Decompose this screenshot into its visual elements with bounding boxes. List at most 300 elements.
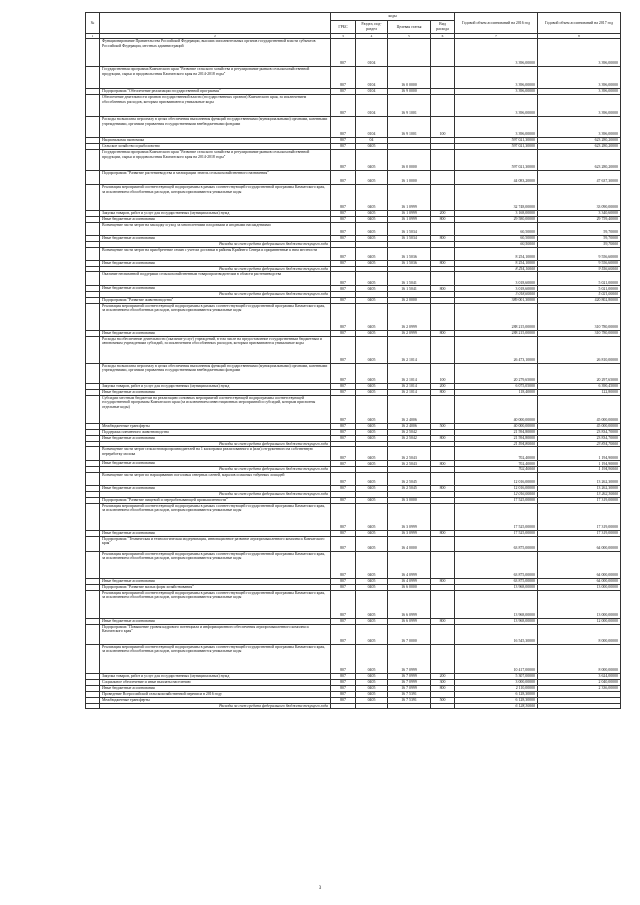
value-2017: 3 340,60000 (538, 211, 621, 217)
value-2016: 288 215,00000 (455, 330, 538, 336)
grbs-cell: 807 (331, 303, 356, 330)
value-2016: 3 396,00000 (455, 67, 538, 89)
value-2016: 8 254,10000 (455, 260, 538, 266)
row-name: Возмещение части затрат на закладку и уход за многолетними плодовыми и ягодными насаждениями (100, 223, 331, 236)
grbs-cell: 807 (331, 211, 356, 217)
row-name: Реализация мероприятий соответствующей подпрограммы в рамках соответствующей государственной программы Камчатского края, за исключением обособленных расходов, которым присваиваются уникальные коды (100, 303, 331, 330)
grbs-cell: 807 (331, 697, 356, 703)
target-cell: 16 7 0999 (388, 673, 431, 679)
table-row (86, 395, 621, 423)
value-2017: 20 297,65000 (538, 363, 621, 383)
row-name: Иные бюджетные ассигнования (100, 217, 331, 223)
grbs-cell: 807 (331, 472, 356, 485)
value-2017: 310 780,00000 (538, 330, 621, 336)
grbs-cell: 807 (331, 691, 356, 697)
razdel-cell: 0405 (356, 171, 388, 185)
no-cell (86, 624, 100, 644)
razdel-cell: 0405 (356, 429, 388, 435)
value-2016: 6 075,05000 (455, 383, 538, 389)
grbs-cell: 807 (331, 485, 356, 491)
razdel-cell: 0405 (356, 435, 388, 441)
vid-cell: 800 (431, 530, 455, 536)
vid-cell (431, 536, 455, 551)
grbs-cell: 807 (331, 461, 356, 467)
table-row (86, 303, 621, 330)
value-2017: 59,70000 (538, 242, 621, 248)
value-2016: 389 001,30000 (455, 297, 538, 303)
col-number: 8 (538, 34, 621, 39)
row-name: Иные бюджетные ассигнования (100, 389, 331, 395)
razdel-cell: 0104 (356, 67, 388, 89)
grbs-cell: 807 (331, 624, 356, 644)
razdel-cell: 0405 (356, 644, 388, 673)
value-2016: 29 580,00000 (455, 217, 538, 223)
row-name: Расходы за счет средств федерального бюджета текущего года (100, 441, 331, 447)
grbs-cell: 807 (331, 644, 356, 673)
value-2017: 8 000,00000 (538, 624, 621, 644)
target-cell: 16 2 5042 (388, 429, 431, 435)
target-cell: 16 7 0000 (388, 624, 431, 644)
row-name: Реализация мероприятий соответствующей подпрограммы в рамках соответствующей государственной программы Камчатского края, за исключением обособленных расходов, которым присваиваются уникальные коды (100, 503, 331, 530)
value-2016: 10 417,00000 (455, 644, 538, 673)
table-row (86, 171, 621, 185)
no-cell (86, 336, 100, 363)
row-name: Межбюджетные трансферты (100, 697, 331, 703)
grbs-cell: 807 (331, 171, 356, 185)
grbs-header: ГРБС (331, 21, 356, 34)
row-name: Иные бюджетные ассигнования (100, 530, 331, 536)
razdel-cell: 0405 (356, 578, 388, 584)
row-name: Реализация мероприятий соответствующей подпрограммы в рамках соответствующей государственной программы Камчатского края, за исключением обособленных расходов, которым присваиваются уникальные коды (100, 644, 331, 673)
grbs-cell: 807 (331, 503, 356, 530)
row-name: Расходы за счет средств федерального бюджета текущего года (100, 703, 331, 709)
value-2017: 23 834,70000 (538, 441, 621, 447)
col-2016-header: Годовой объем ассигнований на 2016 год (455, 13, 538, 34)
value-2017: 64 000,00000 (538, 578, 621, 584)
value-2017: 2 040,00000 (538, 679, 621, 685)
row-name: Иные бюджетные ассигнования (100, 618, 331, 624)
value-2016: 17 525,00000 (455, 497, 538, 503)
vid-cell: 800 (431, 286, 455, 292)
row-name: Сельское хозяйство и рыболовство (100, 144, 331, 150)
vid-cell (431, 551, 455, 578)
table-row (86, 272, 621, 286)
razdel-cell: 0405 (356, 423, 388, 429)
value-2016: 6 128,30000 (455, 691, 538, 697)
grbs-cell: 807 (331, 260, 356, 266)
razdel-cell: 0104 (356, 117, 388, 138)
value-2016: 16 545,30000 (455, 624, 538, 644)
value-2017: 623 280,20000 (538, 150, 621, 171)
no-cell (86, 223, 100, 236)
value-2017: 3 396,00000 (538, 95, 621, 117)
vid-cell: 200 (431, 673, 455, 679)
value-2017: 45 000,00000 (538, 395, 621, 423)
value-2016: 702,40000 (455, 467, 538, 473)
no-cell (86, 303, 100, 330)
table-row (86, 536, 621, 551)
row-name: Подпрограмма "Обеспечение реализации государственной программы" (100, 89, 331, 95)
vid-cell (431, 185, 455, 211)
target-cell: 16 6 0999 (388, 590, 431, 618)
razdel-cell: 0405 (356, 530, 388, 536)
value-2016: 17 525,00000 (455, 503, 538, 530)
no-cell (86, 39, 100, 67)
grbs-cell: 807 (331, 536, 356, 551)
value-2016: 21 594,80000 (455, 441, 538, 447)
razdel-cell: 0405 (356, 590, 388, 618)
value-2017: 5 021,00000 (538, 286, 621, 292)
vid-cell: 800 (431, 461, 455, 467)
value-2016: 702,40000 (455, 447, 538, 461)
value-2016: 3 396,00000 (455, 117, 538, 138)
value-2017: 623 280,20000 (538, 144, 621, 150)
table-row (86, 223, 621, 236)
value-2016: 702,40000 (455, 461, 538, 467)
razdel-cell: 0405 (356, 697, 388, 703)
target-cell: 16 1 5036 (388, 260, 431, 266)
value-2017: 310 780,00000 (538, 303, 621, 330)
value-2017: 9 556,60000 (538, 266, 621, 272)
grbs-cell: 807 (331, 247, 356, 260)
table-row (86, 590, 621, 618)
row-name: Закупка товаров, работ и услуг для государственных (муниципальных) нужд (100, 673, 331, 679)
row-name: Иные бюджетные ассигнования (100, 330, 331, 336)
razdel-cell: 0405 (356, 551, 388, 578)
col-number: 1 (86, 34, 100, 39)
value-2016: 17 525,00000 (455, 530, 538, 536)
target-cell: 16 1 5034 (388, 236, 431, 242)
razdel-cell: 0104 (356, 39, 388, 67)
value-2016: 44 083,20000 (455, 171, 538, 185)
value-2017: 13 262,30000 (538, 485, 621, 491)
col-number: 6 (431, 34, 455, 39)
row-name: Национальная экономика (100, 138, 331, 144)
vid-cell: 500 (431, 697, 455, 703)
target-cell: 16 6 0999 (388, 618, 431, 624)
row-name: Иные бюджетные ассигнования (100, 485, 331, 491)
row-name: Иные бюджетные ассигнования (100, 236, 331, 242)
value-2017: 13 262,30000 (538, 472, 621, 485)
table-row (86, 363, 621, 383)
table-body (86, 39, 621, 709)
no-cell (86, 272, 100, 286)
target-cell: 16 2 5042 (388, 435, 431, 441)
value-2016: 12 016,00000 (455, 472, 538, 485)
target-cell: 16 1 5041 (388, 272, 431, 286)
grbs-cell: 807 (331, 117, 356, 138)
target-cell: 16 2 5043 (388, 461, 431, 467)
vid-cell (431, 395, 455, 423)
row-name: Расходы на обеспечение деятельности (оказание услуг) учреждений, в том числе на предоставление государственным бюджетным и автономным учреждениям субсидий, за исключением обособленных расходов, которым присваиваются уникальные коды (100, 336, 331, 363)
value-2017: 29 759,40000 (538, 217, 621, 223)
target-cell: 16 2 4006 (388, 423, 431, 429)
row-name: Социальное обеспечение и иные выплаты населению (100, 679, 331, 685)
value-2016: 3 018,60000 (455, 272, 538, 286)
vid-cell (431, 644, 455, 673)
razdel-cell: 0405 (356, 584, 388, 590)
grbs-cell: 807 (331, 423, 356, 429)
target-cell (388, 39, 431, 67)
table-row (86, 95, 621, 117)
vid-cell: 800 (431, 578, 455, 584)
value-2016: 118,40000 (455, 389, 538, 395)
no-cell (86, 67, 100, 89)
grbs-cell: 807 (331, 429, 356, 435)
table-row (86, 447, 621, 461)
vid-cell: 800 (431, 217, 455, 223)
target-cell: 16 1 0000 (388, 171, 431, 185)
target-cell: 16 7 0999 (388, 679, 431, 685)
page-number: 3 (318, 886, 322, 891)
razdel-cell: 0405 (356, 150, 388, 171)
grbs-cell: 807 (331, 383, 356, 389)
no-cell (86, 247, 100, 260)
razdel-cell: 0405 (356, 389, 388, 395)
col-name-header (100, 13, 331, 34)
value-2016: 3 396,00000 (455, 89, 538, 95)
row-name: Закупка товаров, работ и услуг для государственных (муниципальных) нужд (100, 383, 331, 389)
target-cell: 16 2 0000 (388, 297, 431, 303)
table-row (86, 117, 621, 138)
row-name: Возмещение части затрат сельхозтоваропроизводителей на 1 килограмм реализованного и (или) отгруженного на собственную переработку молока (100, 447, 331, 461)
grbs-cell: 807 (331, 297, 356, 303)
vid-cell: 500 (431, 423, 455, 429)
target-cell: 16 0 0000 (388, 150, 431, 171)
grbs-cell: 807 (331, 67, 356, 89)
target-cell: 16 7 5391 (388, 691, 431, 697)
razdel-cell: 0405 (356, 144, 388, 150)
razdel-cell: 0405 (356, 303, 388, 330)
vid-cell (431, 624, 455, 644)
value-2016: 6 128,30000 (455, 703, 538, 709)
grbs-cell: 807 (331, 584, 356, 590)
value-2016: 12 016,00000 (455, 491, 538, 497)
vid-cell: 800 (431, 685, 455, 691)
razdel-cell: 0405 (356, 624, 388, 644)
value-2016: 60,50000 (455, 242, 538, 248)
razdel-header: Раздел, под-раздел (356, 21, 388, 34)
budget-table (85, 12, 621, 709)
grbs-cell: 807 (331, 363, 356, 383)
grbs-cell: 807 (331, 389, 356, 395)
grbs-cell: 807 (331, 95, 356, 117)
grbs-cell: 807 (331, 144, 356, 150)
razdel-cell: 0405 (356, 330, 388, 336)
codes-header: коды (331, 13, 455, 21)
vid-cell (431, 303, 455, 330)
razdel-cell: 0405 (356, 447, 388, 461)
table-row (86, 336, 621, 363)
target-cell: 16 2 1014 (388, 383, 431, 389)
row-name: Расходы за счет средств федерального бюджета текущего года (100, 242, 331, 248)
target-header: Целевая статья (388, 21, 431, 34)
no-cell (86, 703, 100, 709)
value-2017: 2 336,00000 (538, 685, 621, 691)
razdel-cell: 0405 (356, 272, 388, 286)
value-2016: 60,50000 (455, 223, 538, 236)
value-2016: 3 018,60000 (455, 292, 538, 298)
no-cell (86, 472, 100, 485)
row-name: Возмещение части затрат на приобретение семян с учетом доставки в районы Крайнего Севера и приравненные к ним местности (100, 247, 331, 260)
grbs-cell (331, 703, 356, 709)
row-name: Иные бюджетные ассигнования (100, 685, 331, 691)
value-2016: 40 000,00000 (455, 395, 538, 423)
value-2016: 32 748,00000 (455, 185, 538, 211)
vid-cell: 300 (431, 679, 455, 685)
razdel-cell: 0405 (356, 485, 388, 491)
value-2016: 5 307,00000 (455, 673, 538, 679)
row-name: Государственная программа Камчатского края "Развитие сельского хозяйства и регулирование рынков сельскохозяйственной продукции, сырья и продовольствия Камчатского края на 2014-2018 годы" (100, 150, 331, 171)
value-2017: 13 262,30000 (538, 491, 621, 497)
row-name: Проведение Всероссийской сельскохозяйственной переписи в 2016 году (100, 691, 331, 697)
razdel-cell: 0405 (356, 185, 388, 211)
value-2017: 3 396,00000 (538, 89, 621, 95)
value-2016: 3 396,00000 (455, 95, 538, 117)
razdel-cell: 0405 (356, 685, 388, 691)
vid-cell (431, 503, 455, 530)
grbs-cell: 807 (331, 497, 356, 503)
row-name: Подпрограмма "Развитие малых форм хозяйствования" (100, 584, 331, 590)
razdel-cell: 0405 (356, 497, 388, 503)
target-cell: 16 2 5045 (388, 485, 431, 491)
vid-cell (431, 590, 455, 618)
table-row (86, 624, 621, 644)
row-name: Подпрограмма "Техническая и технологическая модернизация, инновационное развитие агропромышленного комплекса Камчатского края" (100, 536, 331, 551)
row-name: Государственная программа Камчатского края "Развитие сельского хозяйства и регулирование рынков сельскохозяйственной продукции, сырья и продовольствия Камчатского края на 2014-2018 годы" (100, 67, 331, 89)
row-name: Расходы за счет средств федерального бюджета текущего года (100, 467, 331, 473)
no-cell (86, 551, 100, 578)
razdel-cell: 0405 (356, 461, 388, 467)
vid-cell: 200 (431, 211, 455, 217)
row-name: Расходы за счет средств федерального бюджета текущего года (100, 292, 331, 298)
value-2016: 3 018,60000 (455, 286, 538, 292)
value-2017: 623 280,20000 (538, 138, 621, 144)
target-cell: 16 2 0999 (388, 330, 431, 336)
vid-cell (431, 472, 455, 485)
vid-cell (431, 223, 455, 236)
value-2017: 3 396,00000 (538, 117, 621, 138)
row-name: Межбюджетные трансферты (100, 423, 331, 429)
row-name: Оказание несвязанной поддержки сельскохозяйственным товаропроизводителям в области растениеводства (100, 272, 331, 286)
target-cell: 16 3 0999 (388, 530, 431, 536)
target-cell (388, 703, 431, 709)
no-cell (86, 150, 100, 171)
razdel-cell: 0405 (356, 363, 388, 383)
grbs-cell: 807 (331, 223, 356, 236)
target-cell: 16 1 5034 (388, 223, 431, 236)
razdel-cell: 0405 (356, 336, 388, 363)
grbs-cell: 807 (331, 217, 356, 223)
no-cell (86, 590, 100, 618)
row-name: Подпрограмма "Повышение уровня кадрового потенциала и информационного обеспечения агропромышленного комплекса Камчатского края" (100, 624, 331, 644)
value-2017 (538, 703, 621, 709)
value-2017: 33 090,00000 (538, 185, 621, 211)
grbs-cell: 807 (331, 685, 356, 691)
row-name: Иные бюджетные ассигнования (100, 461, 331, 467)
row-name: Функционирование Правительства Российской Федерации, высших исполнительных органов государственной власти субъектов Российской Федерации, местных администраций (100, 39, 331, 67)
grbs-cell: 807 (331, 286, 356, 292)
target-cell: 16 4 0000 (388, 536, 431, 551)
grbs-cell: 807 (331, 150, 356, 171)
row-name: Расходы за счет средств федерального бюджета текущего года (100, 491, 331, 497)
razdel-cell: 0405 (356, 217, 388, 223)
no-cell (86, 503, 100, 530)
vid-cell (431, 171, 455, 185)
no-cell (86, 95, 100, 117)
razdel-cell: 0405 (356, 395, 388, 423)
razdel-cell (356, 703, 388, 709)
row-name: Иные бюджетные ассигнования (100, 435, 331, 441)
value-2016: 6 128,30000 (455, 697, 538, 703)
col-number: 5 (388, 34, 431, 39)
table-row (86, 39, 621, 67)
vid-cell (431, 95, 455, 117)
row-name: Расходы за счет средств федерального бюджета текущего года (100, 266, 331, 272)
vid-cell (431, 39, 455, 67)
table-row (86, 551, 621, 578)
value-2017: 64 000,00000 (538, 551, 621, 578)
row-name: Поддержка племенного животноводства (100, 429, 331, 435)
target-cell: 16 9 1001 (388, 117, 431, 138)
grbs-cell: 807 (331, 330, 356, 336)
no-cell (86, 171, 100, 185)
value-2016: 60,50000 (455, 236, 538, 242)
row-name: Реализация мероприятий соответствующей подпрограммы в рамках соответствующей государственной программы Камчатского края, за исключением обособленных расходов, которым присваиваются уникальные коды (100, 551, 331, 578)
vid-cell: 800 (431, 485, 455, 491)
col-number: 4 (356, 34, 388, 39)
razdel-cell: 0405 (356, 503, 388, 530)
value-2016: 597 021,30000 (455, 144, 538, 150)
vid-cell (431, 336, 455, 363)
vid-cell (431, 67, 455, 89)
grbs-cell: 807 (331, 618, 356, 624)
razdel-cell: 0405 (356, 247, 388, 260)
federal-note-row (86, 703, 621, 709)
value-2017: 17 319,00000 (538, 530, 621, 536)
vid-cell: 800 (431, 236, 455, 242)
target-cell: 16 2 1014 (388, 363, 431, 383)
value-2016: 3 000,00000 (455, 679, 538, 685)
no-cell (86, 185, 100, 211)
value-2016: 63 875,00000 (455, 536, 538, 551)
value-2016: 288 215,00000 (455, 303, 538, 330)
value-2017: 1 194,90000 (538, 467, 621, 473)
table-row (86, 247, 621, 260)
grbs-cell: 807 (331, 185, 356, 211)
razdel-cell: 0405 (356, 383, 388, 389)
value-2017: 3 396,00000 (538, 67, 621, 89)
grbs-cell: 807 (331, 551, 356, 578)
vid-cell: 800 (431, 435, 455, 441)
vid-cell (431, 150, 455, 171)
no-cell (86, 117, 100, 138)
target-cell: 16 0 0000 (388, 67, 431, 89)
razdel-cell: 0405 (356, 536, 388, 551)
value-2017: 45 000,00000 (538, 423, 621, 429)
razdel-cell: 0405 (356, 211, 388, 217)
row-name: Закупка товаров, работ и услуг для государственных (муниципальных) нужд (100, 211, 331, 217)
razdel-cell: 0405 (356, 260, 388, 266)
target-cell: 16 9 1001 (388, 95, 431, 117)
table-row (86, 644, 621, 673)
col-number: 7 (455, 34, 538, 39)
value-2017: 59,70000 (538, 223, 621, 236)
value-2017: 17 319,00000 (538, 503, 621, 530)
row-name: Иные бюджетные ассигнования (100, 286, 331, 292)
razdel-cell: 0104 (356, 89, 388, 95)
target-cell: 16 1 5036 (388, 247, 431, 260)
